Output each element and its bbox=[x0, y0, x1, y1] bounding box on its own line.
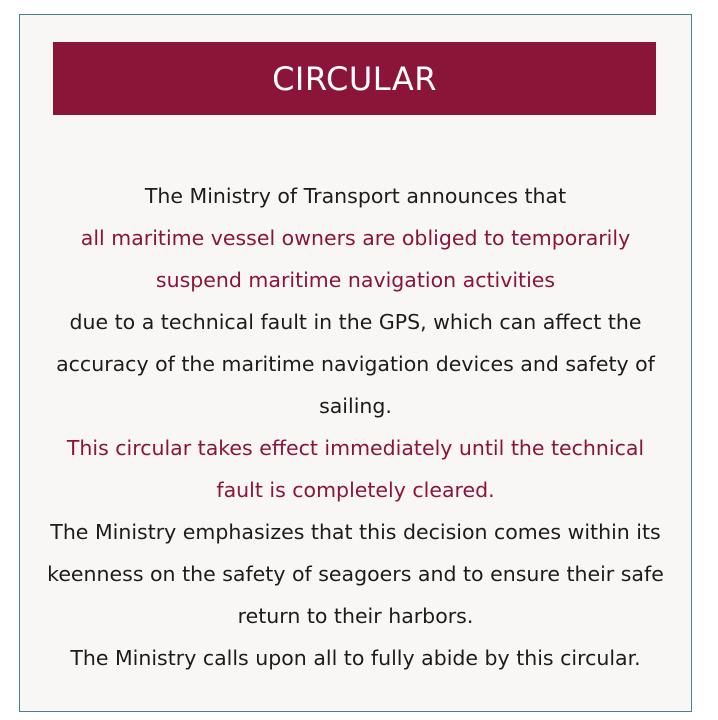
circular-title: CIRCULAR bbox=[272, 59, 437, 98]
circular-body bbox=[20, 175, 691, 679]
announcement-intro: The Ministry of Transport announces that bbox=[144, 184, 567, 208]
emphasis-statement: The Ministry emphasizes that this decision comes within its keenness on the safety of seagoers and to ensure their safe return to their harbors. bbox=[47, 520, 664, 628]
closing-statement: The Ministry calls upon all to fully abide by this circular. bbox=[70, 646, 641, 670]
circular-frame bbox=[19, 14, 692, 712]
effective-statement: This circular takes effect immediately until the technical fault is completely cleared. bbox=[66, 436, 645, 502]
title-banner bbox=[53, 42, 656, 115]
reason-statement: due to a technical fault in the GPS, which can affect the accuracy of the maritime navigation devices and safety of sailing. bbox=[56, 310, 655, 418]
obligation-statement: all maritime vessel owners are obliged to temporarily suspend maritime navigation activities bbox=[80, 226, 631, 292]
